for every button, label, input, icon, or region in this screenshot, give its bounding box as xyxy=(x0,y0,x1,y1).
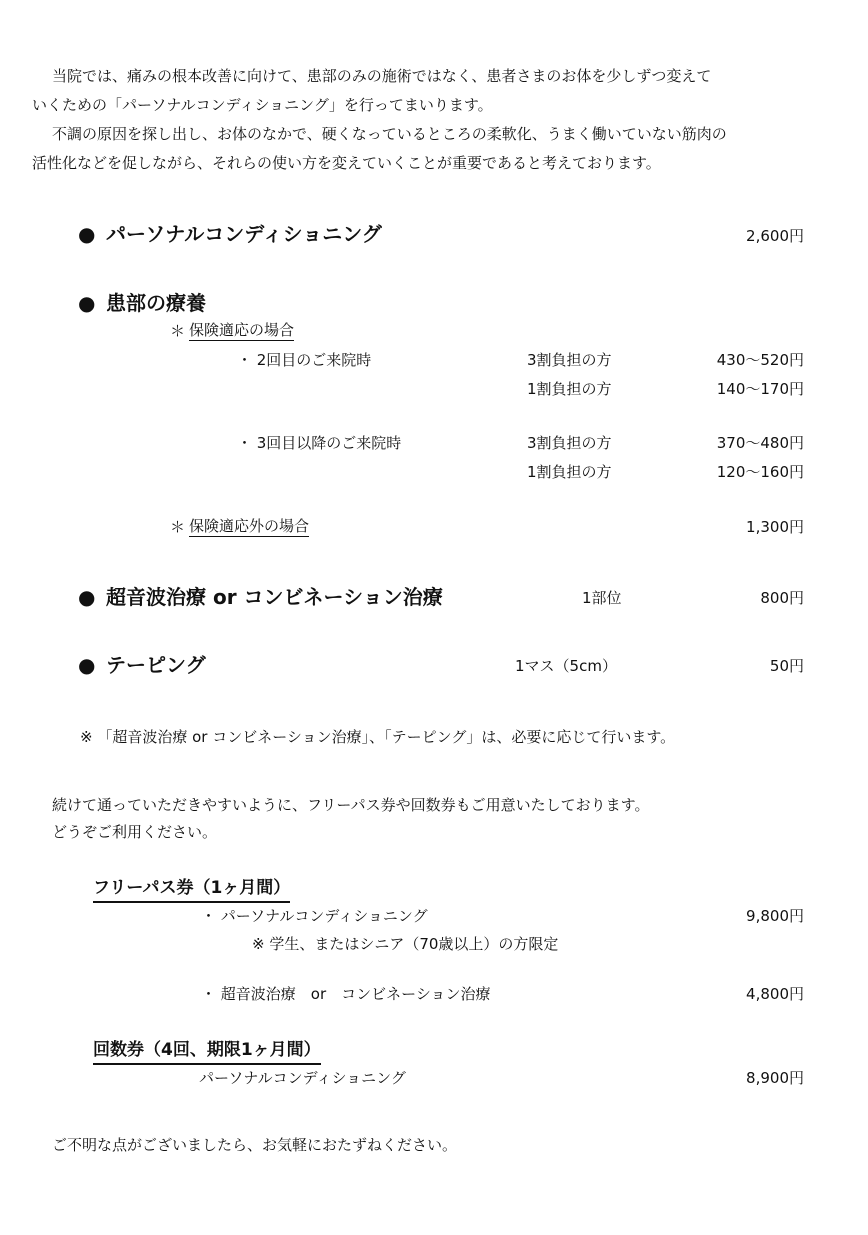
bullet-icon: ● xyxy=(78,291,96,315)
burden-label: 1割負担の方 xyxy=(527,380,612,398)
intro-line-3: 不調の原因を探し出し、お体のなかで、硬くなっているところの柔軟化、うまく働いていない筋肉の xyxy=(52,125,727,143)
burden-label: 3割負担の方 xyxy=(527,351,612,369)
burden-label: 3割負担の方 xyxy=(527,434,612,452)
burden-price: 430〜520円 xyxy=(716,351,804,369)
uninsured-label: 保険適応外の場合 xyxy=(189,517,310,535)
taping-unit: 1マス（5cm） xyxy=(515,657,617,675)
coupon-heading: 回数券（4回、期限1ヶ月間） xyxy=(93,1039,321,1065)
taping-price: 50円 xyxy=(769,657,804,675)
visit-label: ・ 3回目以降のご来院時 xyxy=(237,434,402,452)
coupon-price: 8,900円 xyxy=(746,1069,804,1087)
burden-price: 120〜160円 xyxy=(716,463,804,481)
bullet-icon: ● xyxy=(78,653,96,677)
uninsured-mark: ＊ xyxy=(170,518,186,536)
uninsured-price: 1,300円 xyxy=(746,518,804,536)
passes-intro-2: どうぞご利用ください。 xyxy=(52,823,218,841)
freepass-item-1-note: ※ 学生、またはシニア（70歳以上）の方限定 xyxy=(252,935,559,953)
freepass-heading: フリーパス券（1ヶ月間） xyxy=(93,877,290,903)
freepass-item-1: ・ パーソナルコンディショニング xyxy=(201,907,428,925)
visit-label: ・ 2回目のご来院時 xyxy=(237,351,372,369)
personal-conditioning-price: 2,600円 xyxy=(746,227,804,245)
passes-intro-1: 続けて通っていただきやすいように、フリーパス券や回数券もご用意いたしております。 xyxy=(52,796,650,814)
personal-conditioning-title: パーソナルコンディショニング xyxy=(106,222,382,246)
burden-price: 140〜170円 xyxy=(716,380,804,398)
intro-line-4: 活性化などを促しながら、それらの使い方を変えていくことが重要であると考えております。 xyxy=(32,154,661,172)
burden-label: 1割負担の方 xyxy=(527,463,612,481)
intro-line-1: 当院では、痛みの根本改善に向けて、患部のみの施術ではなく、患者さまのお体を少しずつ変えて xyxy=(52,67,712,85)
taping-title: テーピング xyxy=(106,653,206,677)
insured-label: 保険適応の場合 xyxy=(189,321,295,339)
ultrasound-unit: 1部位 xyxy=(582,589,622,607)
bullet-icon: ● xyxy=(78,585,96,609)
affected-treatment-title: 患部の療養 xyxy=(106,291,206,315)
ultrasound-title: 超音波治療 or コンビネーション治療 xyxy=(106,585,443,609)
intro-line-2: いくための「パーソナルコンディショニング」を行ってまいります。 xyxy=(32,96,493,114)
menu-note: ※ 「超音波治療 or コンビネーション治療」、「テーピング」は、必要に応じて行います。 xyxy=(80,728,676,746)
bullet-icon: ● xyxy=(78,222,96,246)
freepass-item-2-price: 4,800円 xyxy=(746,985,804,1003)
insured-mark: ＊ xyxy=(170,322,186,340)
closing-text: ご不明な点がございましたら、お気軽におたずねください。 xyxy=(52,1136,458,1154)
ultrasound-price: 800円 xyxy=(760,589,804,607)
burden-price: 370〜480円 xyxy=(716,434,804,452)
coupon-item: パーソナルコンディショニング xyxy=(199,1069,406,1087)
freepass-item-2: ・ 超音波治療 or コンビネーション治療 xyxy=(201,985,491,1003)
freepass-item-1-price: 9,800円 xyxy=(746,907,804,925)
